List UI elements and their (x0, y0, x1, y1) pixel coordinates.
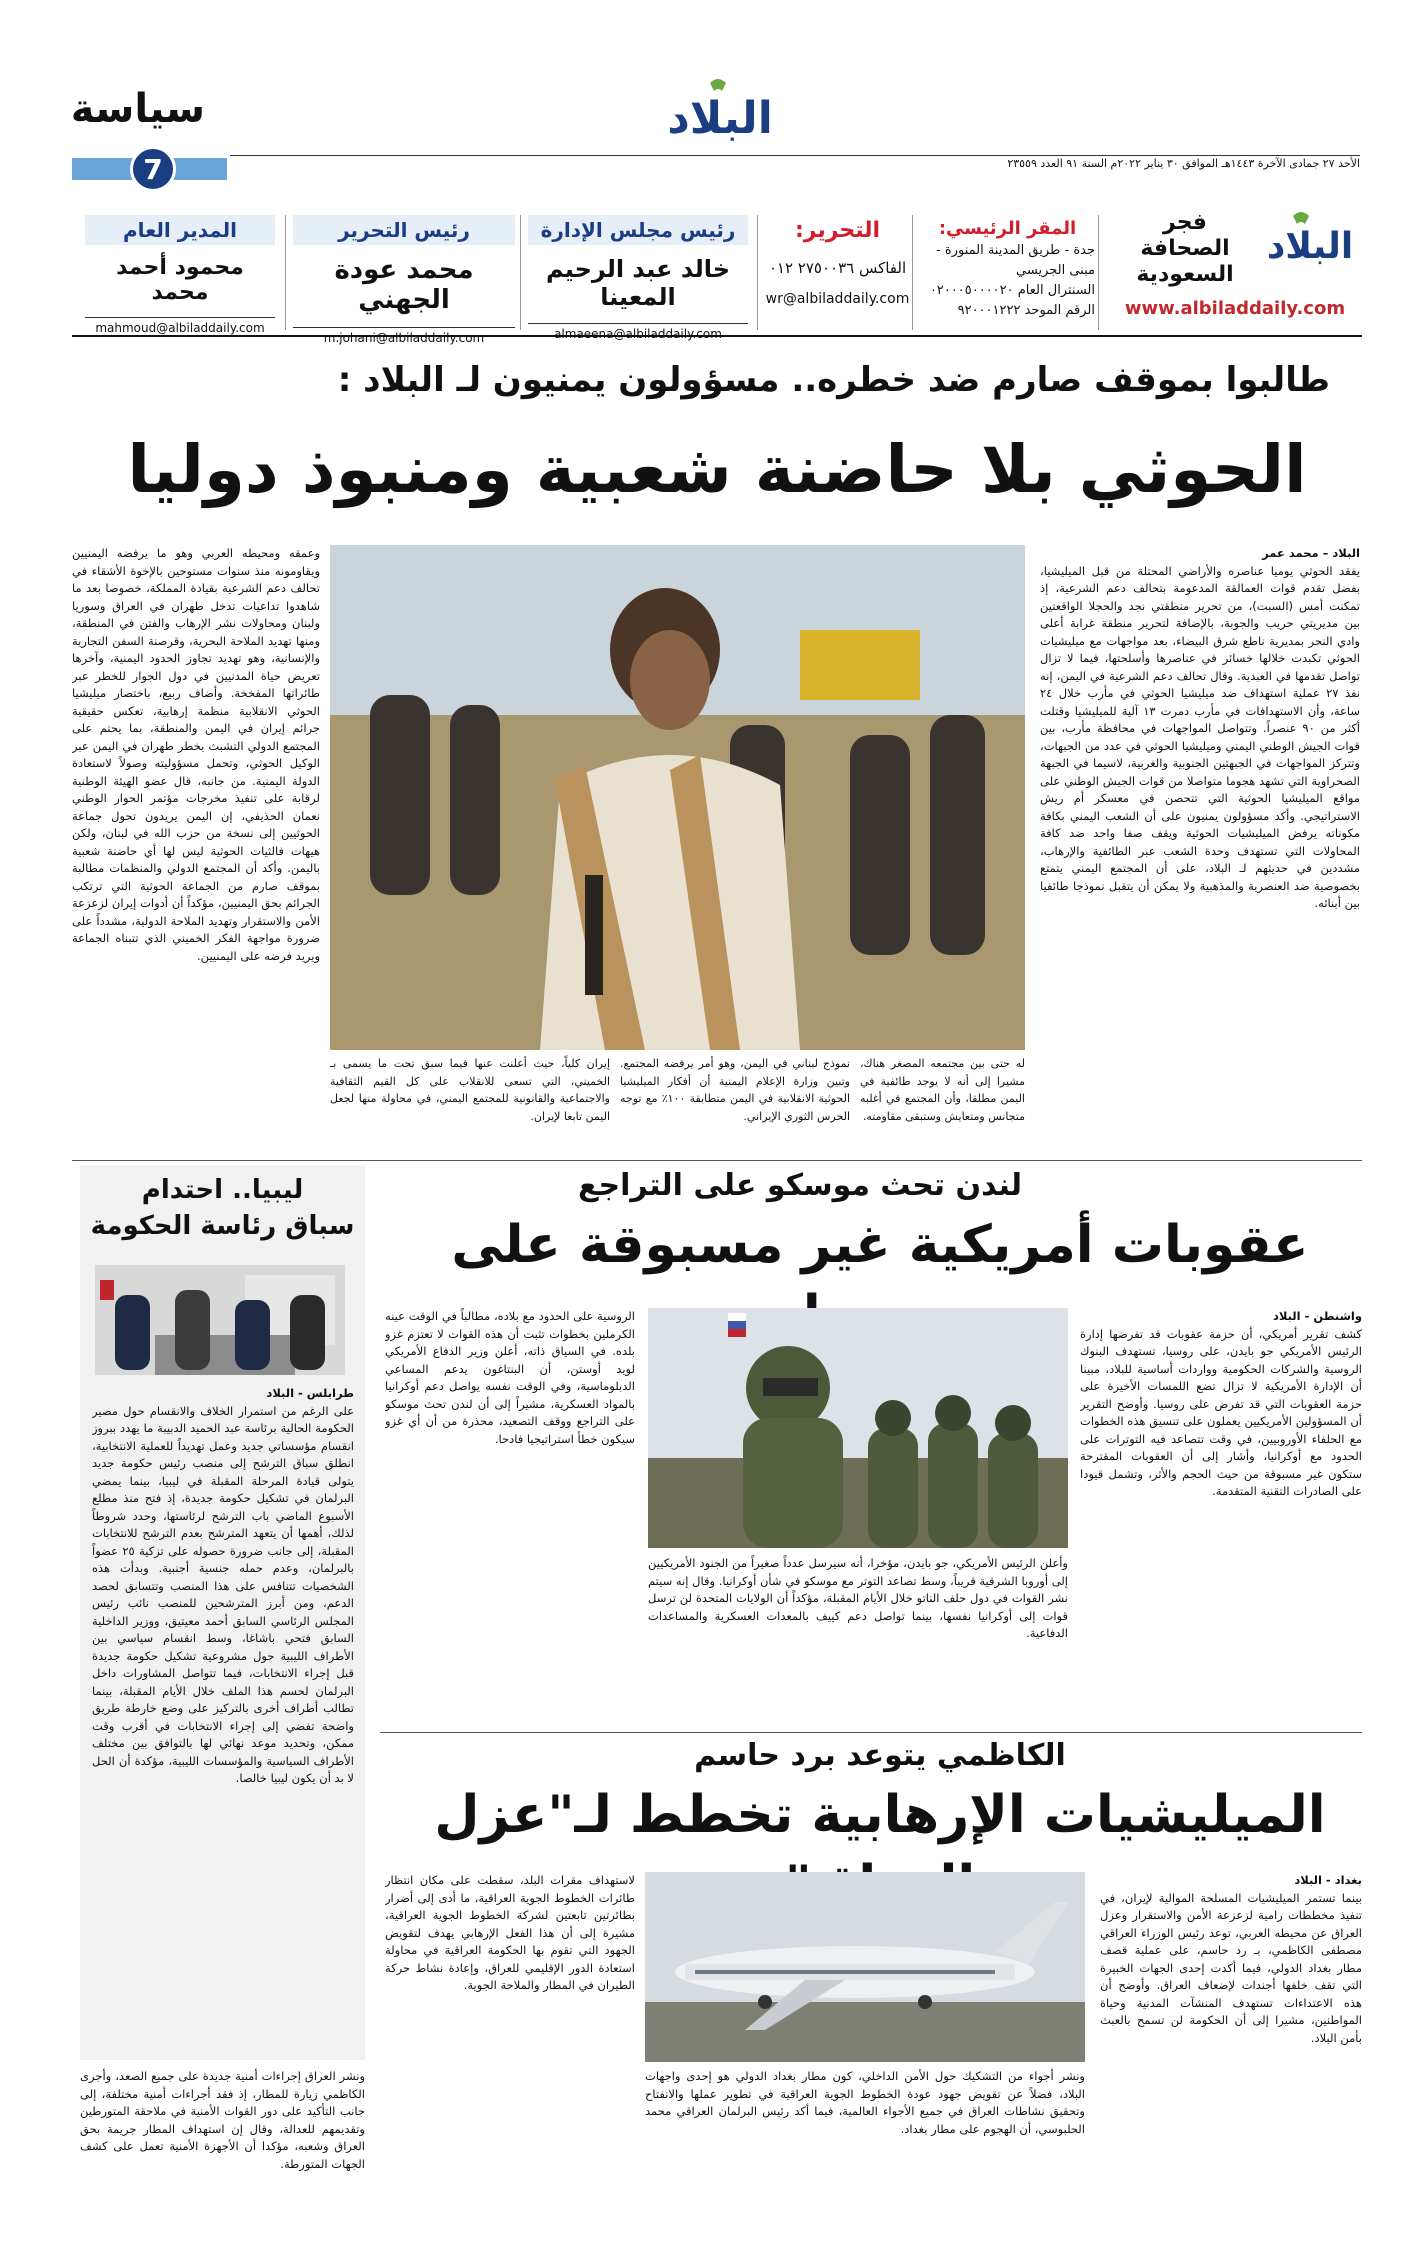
hq-title: المقر الرئيسي: (938, 217, 1077, 239)
russia-photo-soldiers (648, 1308, 1068, 1548)
lead-strip-2 (620, 1055, 850, 1155)
masthead-slogan (1130, 210, 1240, 288)
masthead-logo (1255, 210, 1365, 275)
russia-kicker: لندن تحث موسكو على التراجع (578, 1168, 1022, 1203)
iraq-column-2 (80, 2068, 365, 2248)
iraq-body-text: لاستهداف مقرات البلد، سقطت على مكان انتظار طائرات الخطوط الجوية العراقية، ما أدى إلى أضرار بطائرتين تابعتين لشركة الخطوط الجوية العراقية، مشيرة إلى أن هذا الفعل الإرهابي يهدف لتقويض الجهود التي تقوم بها الحكومة العراقية في محاولة استعادة الدور الإقليمي للعراق، وإعادة نشاط حركة الطيران في المطار والملاحة الجوية. (385, 1873, 635, 1992)
editor-in-chief-name: محمد عودة الجهني (334, 255, 474, 315)
libya-body-text: على الرغم من استمرار الخلاف والانقسام حول مصير الحكومة الحالية برئاسة عبد الحميد الدبيبة ما يهدد ببروز انقسام مؤسساتي جديد وعمل تهديداً للعملية الانتخابية، انطلق سباق الترشح إلى منصب رئيس حكومة جديد يتولى قيادة المرحلة المقبلة في ليبيا، بينما يمضي البرلمان في تشكيل حكومة جديدة، إذ فتح منذ مطلع الأسبوع الماضي باب الترشح لرئاستها، وحدد شروطاً لذلك، أهمها أن يتعهد المترشح بعدم الترشح للانتخابات المقبلة، إلى جانب ضرورة حصوله على تزكية ٢٥ عضواً بالبرلمان، وعدم حمله جنسية أجنبية. وبدأت هذه الشخصيات تتنافس على هذا المنصب وتتسابق لحصد الدعم، ومن أبرز المترشحين للمنصب نائب رئيس المجلس الرئاسي السابق أحمد معيتيق، ووزير الداخلية السابق فتحي باشاغا، وسط انقسام سياسي بين الأطراف الليبية حول مشروعية تشكيل حكومة جديدة قبل إجراء الانتخابات، فيما تتواصل المشاورات داخل البرلمان لحسم هذا الملف خلال الأيام المقبلة، بينما تطالب أطراف أخرى بالتركيز على وضع خارطة طريق واضحة تفضي إلى إجراء الانتخابات في أقرب وقت ممكن، وتحديد موعد نهائي لها بالتوافق بين مختلف الأطراف السياسية والمؤسسات الليبية، مؤكدة أن الحل لا بد أن يكون ليبيا خالصا. (92, 1403, 354, 1785)
editor-in-chief-box (293, 215, 515, 345)
svg-text:البلاد: البلاد (667, 93, 773, 144)
general-manager-title: المدير العام (85, 215, 275, 245)
iraq-headline: الميليشيات الإرهابية تخطط لـ"عزل (434, 1785, 1326, 1845)
page-number: 7 (130, 146, 176, 192)
editor-in-chief-email[interactable]: m.johani@albiladdaily.com (293, 327, 515, 345)
lead-kicker: طالبوا بموقف صارم ضد خطره.. مسؤولون يمنيون لـ البلاد : (337, 360, 1330, 400)
libya-title-line: ليبيا.. احتدام (141, 1175, 304, 1205)
general-manager-name: محمود أحمد محمد (116, 255, 244, 305)
lead-headline: الحوثي بلا حاضنة شعبية ومنبوذ دوليا (127, 431, 1307, 508)
lead-byline: البلاد – محمد عمر (1262, 546, 1360, 560)
russia-column-2 (648, 1555, 1068, 1730)
board-chair-box (528, 215, 748, 341)
lead-column-left (72, 545, 320, 1100)
iraq-byline: بغداد - البلاد (1294, 1873, 1362, 1887)
hq-line: السنترال العام ٠٢٠٠٠٥٠٠٠٠٢٠ (929, 283, 1095, 298)
editorial-email[interactable]: wr@albiladdaily.com (765, 291, 910, 307)
libya-photo-parliament (95, 1265, 345, 1375)
editorial-fax: الفاكس ٢٧٥٠٠٣٦ ٠١٢ (768, 259, 907, 277)
iraq-kicker: الكاظمي يتوعد برد حاسم (694, 1738, 1066, 1773)
iraq-column-1 (1100, 1872, 1362, 2252)
editorial-title: التحرير: (794, 217, 881, 243)
board-chair-name: خالد عبد الرحيم المعينا (545, 255, 731, 311)
lead-body-text: يفقد الحوثي يوميا عناصره والأراضي المحتلة من قبل الميليشيا، بفضل تقدم قوات العمالقة المدعومة بتحالف دعم الشرعية، إذ تمكنت أمس (السبت)، من تحرير منطقتي نجد والحجلا الواقعتين بين مديريتي حريب والجوبة، بالإضافة لتحرير منطقة غرابة أعلى وادي النحر بمديرية ناطع شرق البيضاء، بعد مواجهات مع ميليشيات الحوثي تكبدت خلالها خسائر في عناصرها وأسلحتها، فيما لا تزال تواصل تقدمها في العبدية. وقال تحالف دعم الشرعية في اليمن، إنه نفذ ٢٧ عملية استهداف ضد ميليشيا الحوثي في مأرب خلال ٢٤ ساعة، وأن الاستهدافات في مأرب دمرت ١٣ آلية للميليشيا وقتلت أكثر من ٩٠ عنصراً. وتتواصل المواجهات في محافظة مأرب، بين قوات الجيش الوطني اليمني وميليشيا الحوثي في عدد من الجبهات، وتتركز المواجهات في الجبهتين الجنوبية والغربية، لاسيما في الجبهة الصحراوية التي تشهد هجوما متواصلا من قوات الجيش الوطني على مواقع الميليشيا الحوثية التي تتحصن في معسكر أم ريش الاستراتيجي. وأكد مسؤولون يمنيون على أن الشعب اليمني بكافة مكوناته يرفض الميليشيات الحوثية ويقف صفا واحد ضد كافة المحاولات التي تستهدف وحدة الشعب عبر الطائفية والإرهاب، مشددين في حديثهم لـ البلاد، على أن المجتمع اليمني يتمتع بخصوصية ضد العنصرية والمذهبية ولا يمكن أن يتقبل نموذجا طائفيا بين أبنائه. (1040, 563, 1360, 910)
masthead-divider (912, 215, 913, 330)
lead-column-right (1040, 545, 1360, 1235)
lead-body-text: وعمقه ومحيطه العربي وهو ما يرفضه اليمنيين ويقاومونه منذ سنوات مستوحين بالإخوة الأشقاء في تحالف دعم الشرعية بقيادة المملكة، خصوصا بعد ما شاهدوا تداعيات تدخل طهران في العراق وسوريا ولبنان ومحاولات نشر الإرهاب والفتن في المنطقة، ومنها تهديد الملاحة البحرية، وقرصنة السفن التجارية والإنسانية، وهو تهديد تجاوز الحدود اليمنية، وآخرها تعريض حياة المدنيين في دول الجوار للخطر عبر طائراتها المفخخة. وأضاف ربيع، باختصار ميليشيا الحوثي الانقلابية منظمة إرهابية، تعكس حقيقية جرائم إيران في اليمن والمنطقة، بما يحتم على المجتمع الدولي التشبث بخطر طهران في اليمن عبر الوكيل الحوثي، وتحمل مسؤوليته وصولاً لاستعادة الدولة اليمنية. من جانبه، قال عضو الهيئة الوطنية لرقابة على تنفيذ مخرجات مؤتمر الحوار الوطني نعمان الحذيفي، إن اليمن يريدون تحول جماعة الحوثيين إلى نسخة من حزب الله في لبنان، ولكن هيهات فالثيات الحوثية ليس لها أي حاضنة شعبية باليمن. وأكد أن المجتمع الدولي والمنظمات مطالبة بموقف صارم من الجماعة الحوثية التي ترتكب الجرائم بحق اليمنيين، مؤكداً أن أدوات إيران لزعزعة الأمن والاستقرار وتهديد الملاحة الدولية، مشدداً على ضرورة مواجهة الفكر الخميني الذي تتبناه الجماعة ويريد فرضه على اليمنيين. (72, 546, 320, 963)
iraq-body-text: ونشر العراق إجراءات أمنية جديدة على جميع الصعد، وأجرى الكاظمي زيارة للمطار، إذ فقد أجراءات أمنية مختلفة، إلى جانب التأكيد على دور القوات الأمنية في ملاحقة المتورطين وتقديمهم للعدالة، وقال إن استهداف المطار جريمة بحق العراق وشعبه، مؤكدا أن الأجهزة الأمنية تعمل على كشف الجهات المتورطة. (80, 2069, 365, 2171)
russia-column-3 (385, 1308, 635, 1728)
iraq-body-text: بينما تستمر الميليشيات المسلحة الموالية لإيران، في تنفيذ مخططات رامية لزعزعة الأمن والاستقرار وعزل العراق عن محيطه العربي، توعد رئيس الوزراء العراقي مصطفى الكاظمي، بـ رد حاسم، على عملية قصف مطار بغداد الدولي، فيما أكدت إحدى الجهات الخبيرة التي تقف خلفها أجندات لإضعاف العراق. وأوضح أن هذه الاعتداءات تستهدف المنشآت المدنية وحياة المواطنين، مشيرا إلى أن الحكومة لن تسمح بالعبث بأمن البلاد. (1100, 1890, 1362, 2045)
slogan-line: فجر (1163, 210, 1207, 235)
russia-headline: عقوبات أمريكية غير مسبوقة على (451, 1215, 1309, 1275)
libya-byline: طرابلس - البلاد (266, 1386, 354, 1400)
masthead-divider (520, 215, 521, 330)
section-rule (380, 1732, 1362, 1733)
russia-body-text: وأعلن الرئيس الأمريكي، جو بايدن، مؤخرا، أنه سيرسل عدداً صغيراً من الجنود الأمريكيين إلى أوروبا الشرقية قريباً، وسط تصاعد التوتر مع موسكو في شأن أوكرانيا. وقال إنه سيتم نشر القوات في دول حلف الناتو خلال الأيام المقبلة، مؤكداً أن الولايات المتحدة لن ترسل قوات إلى أوكرانيا نفسها، بينما تواصل دعم كييف بالمعدات العسكرية والمساعدات الدفاعية. (648, 1556, 1068, 1640)
iraq-strip (645, 2068, 1085, 2248)
section-label: سياسة (70, 86, 205, 132)
lead-body-text: له حتى بين مجتمعه المصغر هناك، مشيرا إلى أنه لا يوجد طائفية في اليمن مطلقا، وأن المجتمع في أغلبه متجانس ومتعايش وستبقى مقاومته. (860, 1057, 1025, 1123)
general-manager-box (85, 215, 275, 335)
slogan-line: السعودية (1136, 262, 1234, 287)
russia-column-1 (1080, 1308, 1362, 1728)
lead-strip-1 (860, 1055, 1025, 1155)
section-rule (72, 1160, 1362, 1161)
russia-byline: واشنطن - البلاد (1272, 1309, 1362, 1323)
masthead-divider (1098, 215, 1099, 330)
board-chair-email[interactable]: almaeena@albiladdaily.com (528, 323, 748, 341)
svg-text:البلاد: البلاد (1266, 226, 1354, 267)
lead-body-text: إيران كلياً، حيث أعلنت عنها فيما سبق تحت ما يسمى بـ الخميني، التي تسعى للانقلاب على كل القيم الثقافية والاجتماعية والقانونية للمجتمع اليمني، في محاولة منها لجعل اليمن تابعا لإيران. (330, 1057, 610, 1123)
iraq-column-3 (385, 1872, 635, 2252)
masthead-divider (285, 215, 286, 330)
libya-body (92, 1385, 354, 2050)
hq-line: جدة - طريق المدينة المنورة - مبنى الجريسي (936, 243, 1095, 278)
masthead-bottom-rule (72, 335, 1362, 337)
libya-title-line: سباق رئاسة الحكومة (90, 1211, 355, 1241)
iraq-body-text: ونشر أجواء من التشكيك حول الأمن الداخلي، كون مطار بغداد الدولي هو إحدى واجهات البلاد، فضلاً عن تقويض جهود عودة الخطوط الجوية العراقية في تطوير عملها والانفتاح وتحقيق نشاطات العراق في جميع الأجواء العالمية، فيما أكد رئيس البرلمان العراقي محمد الحلبوسي، أن الهجوم على مطار بغداد. (645, 2069, 1085, 2136)
lead-strip-3 (330, 1055, 610, 1155)
newspaper-logo (650, 75, 790, 155)
board-chair-title: رئيس مجلس الإدارة (528, 215, 748, 245)
header-rule (230, 155, 1360, 156)
lead-body-text: نموذج لبناني في اليمن، وهو أمر يرفضه المجتمع. وتبين وزارة الإعلام اليمنية أن أفكار الميليشيا الحوثية الانقلابية في اليمن متطابقة ١٠٠٪ مع توجه الحرس الثوري الإيراني. (620, 1057, 850, 1123)
russia-body-text: كشف تقرير أمريكي، أن حزمة عقوبات قد تفرضها إدارة الرئيس الأمريكي جو بايدن، على روسيا، تستهدف البنوك الروسية والشركات الحكومية وواردات أساسية للبلاد، مبينا أن الإدارة الأمريكية لا تزال تضع اللمسات الأخيرة على حزمة العقوبات التي قد تفرض على روسيا. وأوضح التقرير أن المسؤولين الأمريكيين يعملون على تنسيق هذه الخطوات مع الحلفاء الأوروبيين، في وقت تتصاعد فيه التوترات على الحدود مع أوكرانيا، وأشار إلى أن العقوبات المقترحة ستكون غير مسبوقة من حيث الحجم والأثر، وتشمل قيودا على الصادرات التقنية المتقدمة. (1080, 1326, 1362, 1498)
libya-title (90, 1172, 355, 1244)
lead-photo-houthi-fighters (330, 545, 1025, 1050)
iraq-photo-airplane (645, 1872, 1085, 2062)
russia-body-text: الروسية على الحدود مع بلاده، مطالباً في الوقت عينه الكرملين بخطوات تثبت أن هذه القوات لا تعتزم غزو بلده. في السياق ذاته، أعلن وزير الدفاع الأمريكي لويد أوستن، أن البنتاغون يدعم المساعي الدبلوماسية، وفي الوقت نفسه يواصل دعم أوكرانيا بالمواد العسكرية، مشيراً إلى أن لندن تحث موسكو على التراجع ووقف التصعيد، محذرة من أن أي غزو سيكون خطأ استراتيجيا فادحا. (385, 1309, 635, 1446)
website-url[interactable]: www.albiladdaily.com (1124, 298, 1346, 319)
slogan-line: الصحافة (1140, 236, 1230, 261)
hq-line: الرقم الموحد ٩٢٠٠٠١٢٢٢ (957, 303, 1095, 318)
issue-date-line: الأحد ٢٧ جمادى الآخرة ١٤٤٣هـ الموافق ٣٠ يناير ٢٠٢٢م السنة ٩١ العدد ٢٣٥٥٩ (1007, 157, 1360, 170)
masthead-divider (757, 215, 758, 330)
hq-box (920, 215, 1095, 330)
editor-in-chief-title: رئيس التحرير (293, 215, 515, 245)
general-manager-email[interactable]: mahmoud@albiladdaily.com (85, 317, 275, 335)
editorial-box (765, 215, 910, 330)
